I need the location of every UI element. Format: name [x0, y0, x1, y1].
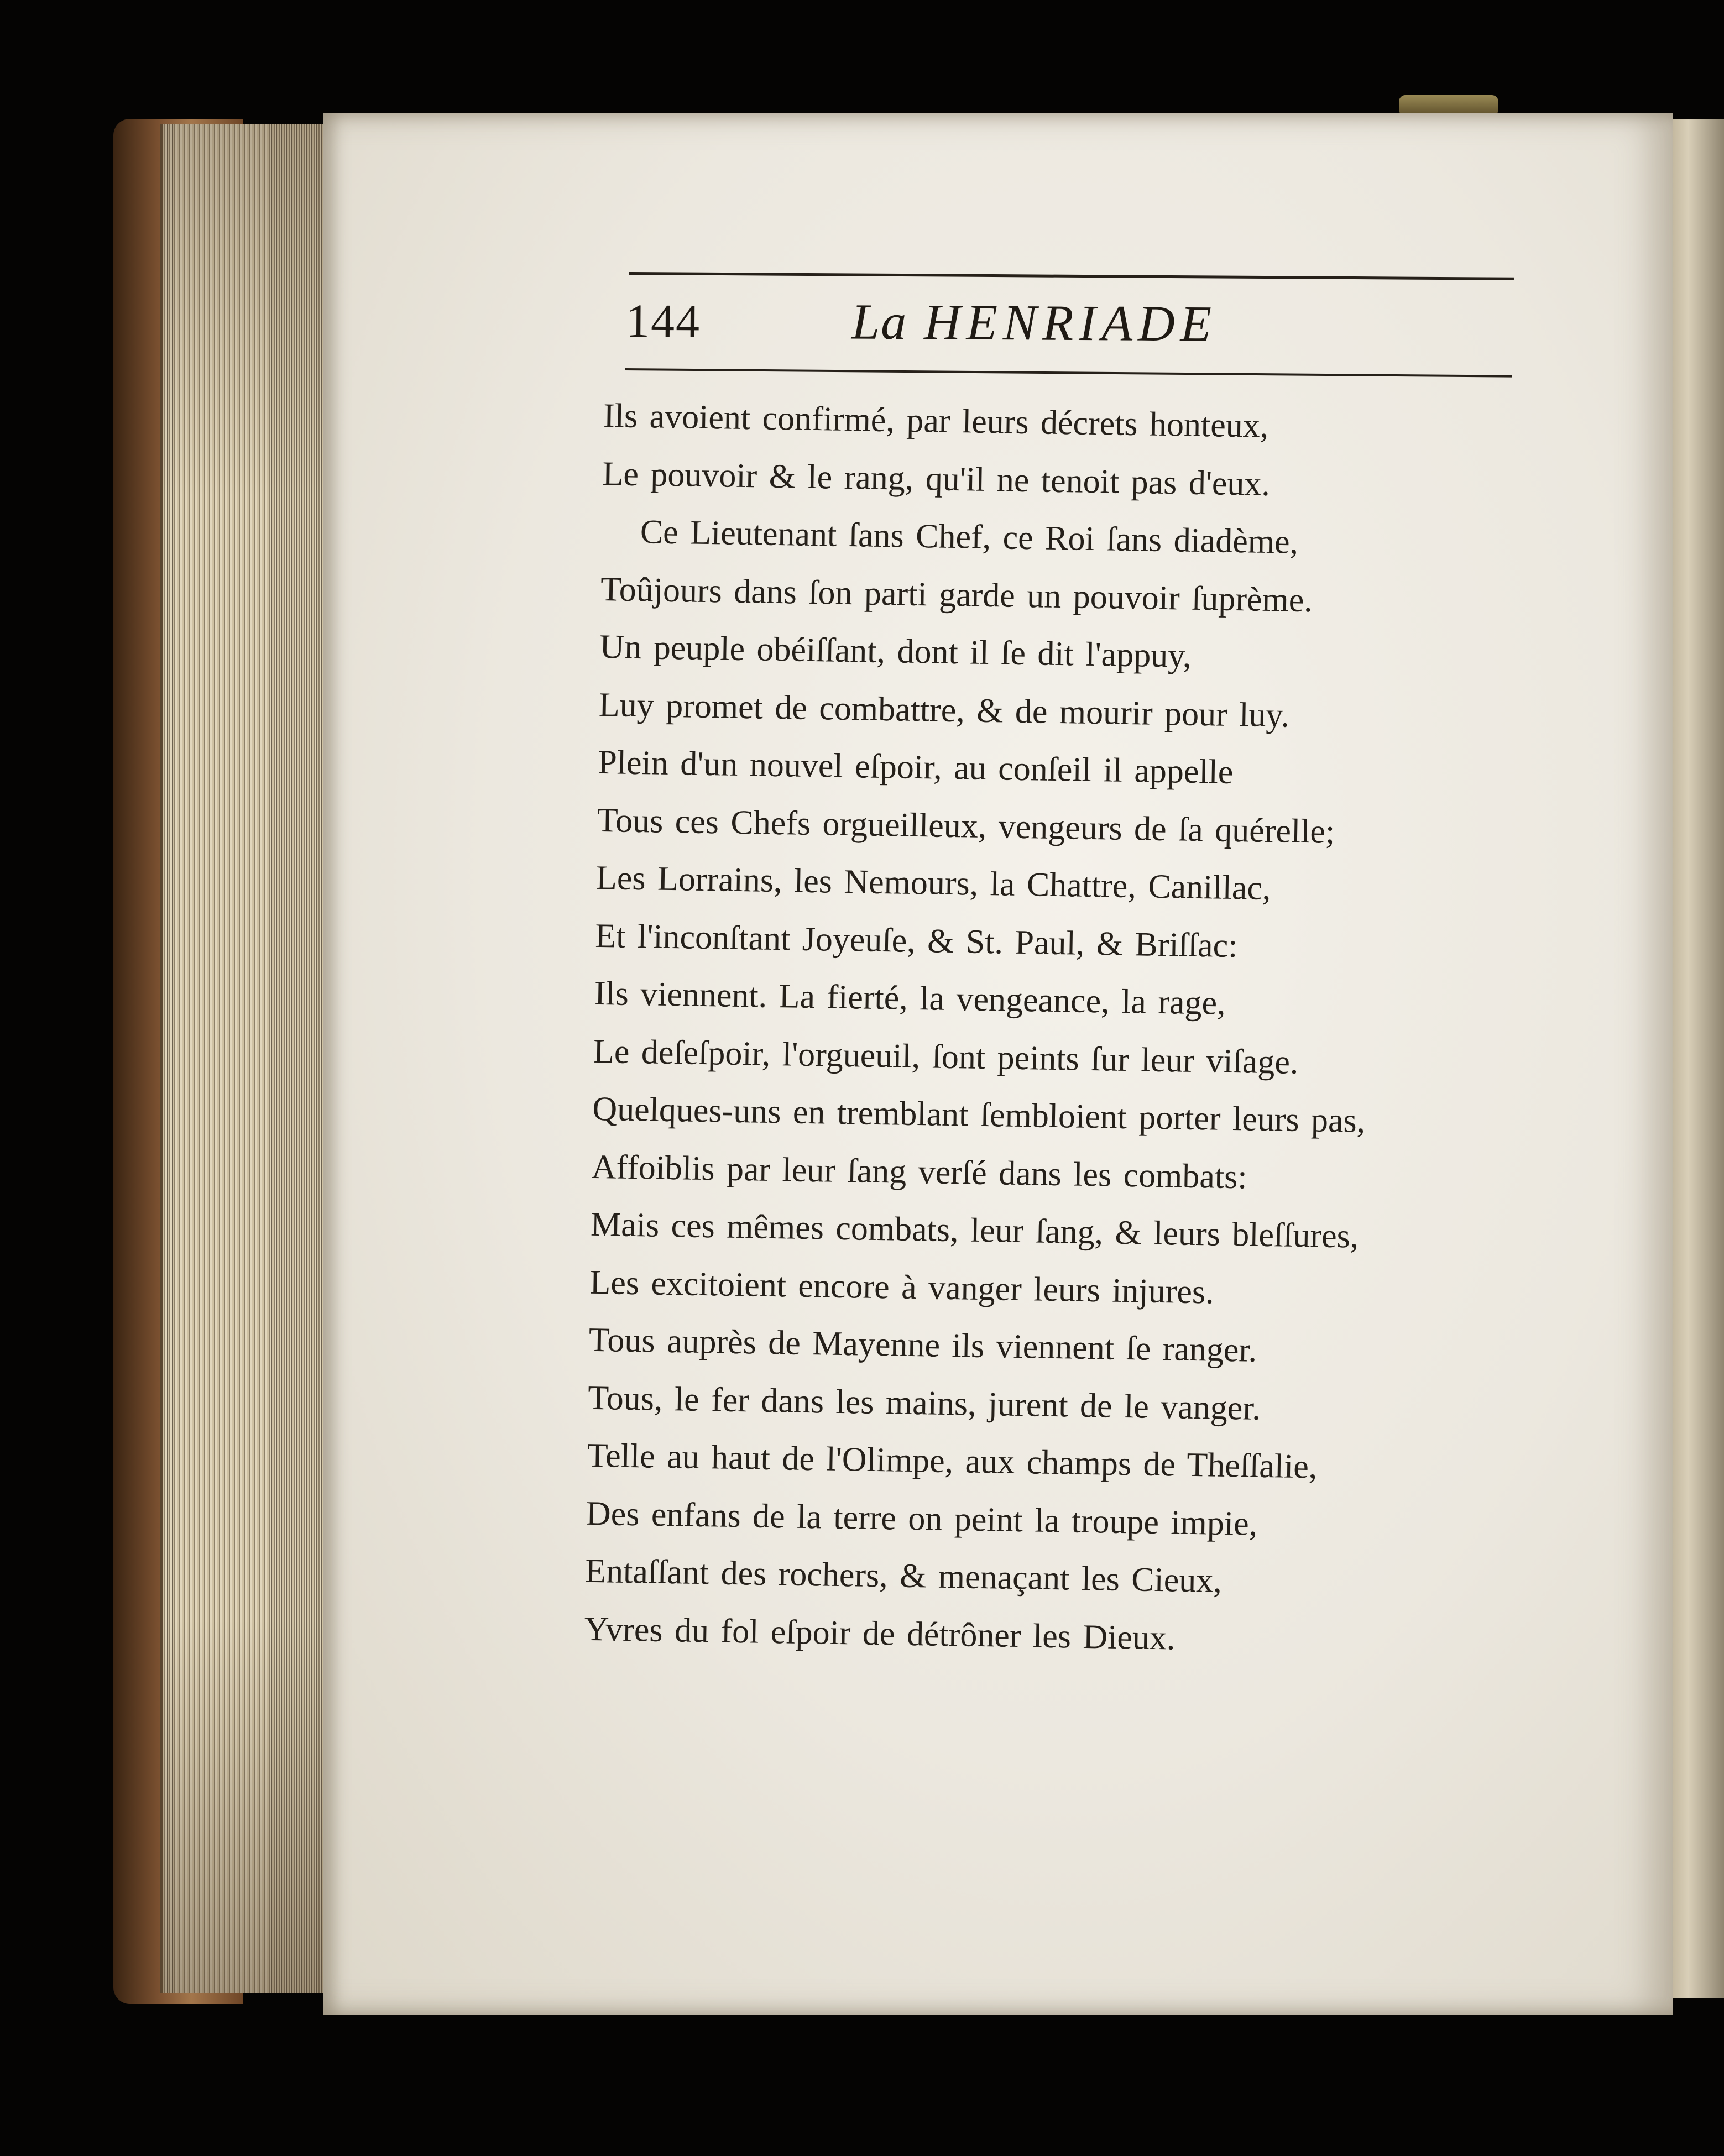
verse-line: Ils avoient confirmé, par leurs décrets honteux,	[603, 396, 1269, 445]
verse-line: Quelques-uns en tremblant ſembloient porter leurs pas,	[592, 1090, 1366, 1140]
verse-line: Ils viennent. La fierté, la vengeance, la rage,	[594, 974, 1226, 1022]
verse-line: Yvres du fol eſpoir de détrôner les Dieux.	[584, 1610, 1176, 1657]
page-number: 144	[625, 294, 701, 348]
verse-line: Toûjours dans ſon parti garde un pouvoir ſuprème.	[600, 570, 1313, 619]
verse-line: Un peuple obéiſſant, dont il ſe dit l'appuy,	[599, 627, 1192, 675]
page-edges	[160, 124, 328, 1993]
verse-line: Mais ces mêmes combats, leur ſang, & leurs bleſſures,	[590, 1205, 1359, 1255]
verse-line: Luy promet de combattre, & de mourir pour luy.	[598, 685, 1290, 735]
verse-line: Tous, le fer dans les mains, jurent de le vanger.	[587, 1379, 1261, 1427]
running-header	[625, 287, 1521, 370]
facing-page-edge	[1664, 119, 1724, 1998]
verse-line: Le pouvoir & le rang, qu'il ne tenoit pas d'eux.	[602, 454, 1271, 503]
verse-line: Entaſſant des rochers, & menaçant les Cieux,	[584, 1552, 1223, 1600]
verse-line: Des enfans de la terre on peint la troupe impie,	[586, 1494, 1258, 1543]
running-title-main: HENRIADE	[923, 294, 1218, 352]
verse-line: Et l'inconſtant Joyeuſe, & St. Paul, & Briſſac:	[594, 917, 1238, 965]
verse-line: Les excitoient encore à vanger leurs injures.	[589, 1263, 1215, 1311]
verse-line: Le deſeſpoir, l'orgueuil, ſont peints ſur leur viſage.	[593, 1032, 1299, 1081]
verse-line: Les Lorrains, les Nemours, la Chattre, Canillac,	[595, 859, 1271, 908]
verse-line: Affoiblis par leur ſang verſé dans les combats:	[591, 1148, 1248, 1196]
running-title-prefix: La	[851, 293, 908, 350]
verse-line: Telle au haut de l'Olimpe, aux champs de Theſſalie,	[587, 1436, 1318, 1486]
verse-block	[584, 387, 1466, 1671]
running-title	[851, 292, 1217, 353]
verse-line: Ce Lieutenant ſans Chef, ce Roi ſans diadème,	[640, 513, 1299, 561]
verse-line: Plein d'un nouvel eſpoir, au conſeil il appelle	[597, 743, 1234, 791]
verse-line: Tous ces Chefs orgueilleux, vengeurs de ſa quérelle;	[597, 801, 1335, 851]
verse-line: Tous auprès de Mayenne ils viennent ſe ranger.	[588, 1321, 1257, 1369]
